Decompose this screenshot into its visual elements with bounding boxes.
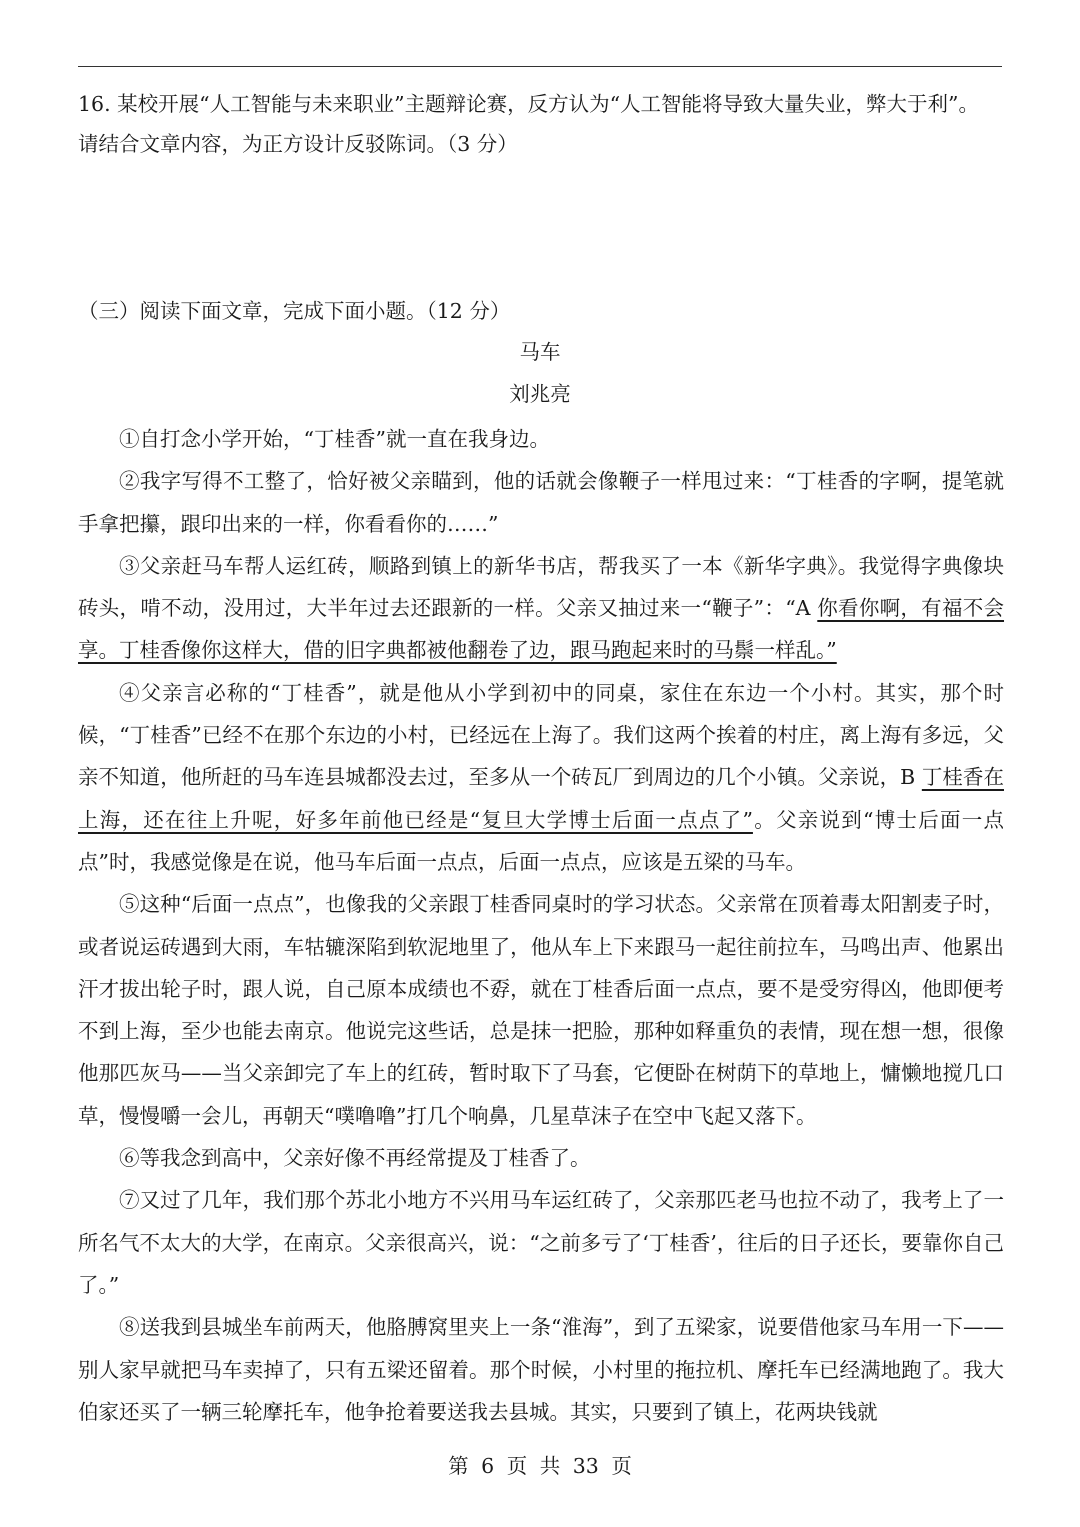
paragraph-1: ①自打念小学开始，“丁桂香”就一直在我身边。 bbox=[119, 427, 550, 451]
paragraph-4 bbox=[78, 672, 1004, 883]
paragraph-2: ②我字写得不工整了，恰好被父亲瞄到，他的话就会像鞭子一样甩过来：“丁桂香的字啊，提笔就手拿把攥，跟印出来的一样，你看看你的……” bbox=[78, 469, 1004, 536]
paragraph-3 bbox=[78, 545, 1004, 672]
paragraph-5: ⑤这种“后面一点点”，也像我的父亲跟丁桂香同桌时的学习状态。父亲常在顶着毒太阳割麦子时，或者说运砖遇到大雨，车牯辘深陷到软泥地里了，他从车上下来跟马一起往前拉车，马鸣出声、他累出汗才拔出轮子时，跟人说，自己原本成绩也不孬，就在丁桂香后面一点点，要不是受穷得凶，他即便考不到上海，至少也能去南京。他说完这些话，总是抹一把脸，那种如释重负的表情，现在想一想，很像他那匹灰马——当父亲卸完了车上的红砖，暂时取下了马套，它便卧在树荫下的草地上，慵懒地搅几口草，慢慢嚼一会儿，再朝天“噗噜噜”打几个响鼻，几星草沫子在空中飞起又落下。 bbox=[78, 892, 1004, 1128]
article-title: 马车 bbox=[519, 340, 561, 364]
header-rule bbox=[78, 66, 1002, 67]
paragraph-4-text-end: 。父亲说到“博士后面一点点”时，我感觉像是在说，他马车后面一点点，后面一点点，应该是五梁的马车。 bbox=[78, 807, 1005, 874]
paragraph-6: ⑥等我念到高中，父亲好像不再经常提及丁桂香了。 bbox=[119, 1146, 591, 1171]
paragraph-4-text: ④父亲言必称的“丁桂香”，就是他从小学到初中的同桌，家住在东边一个小村。其实，那个时候，“丁桂香”已经不在那个东边的小村，已经远在上海了。我们这两个挨着的村庄，离上海有多远，父亲不知道，他所赶的马车连县城都没去过，至多从一个砖瓦厂到周边的几个小镇。父亲说，B bbox=[78, 680, 1004, 790]
question-16 bbox=[78, 84, 1008, 164]
article-body bbox=[78, 418, 1004, 1433]
question-16-line-2: 请结合文章内容，为正方设计反驳陈词。（3 分） bbox=[78, 132, 518, 156]
underlined-sentence-a: 你看你啊，有福不会享。丁桂香像你这样大，借的旧字典都被他翻卷了边，跟马跑起来时的马鬃一样乱。” bbox=[78, 596, 1005, 663]
paragraph-3-text: ③父亲赶马车帮人运红砖，顺路到镇上的新华书店，帮我买了一本《新华字典》。我觉得字典像块砖头，啃不动，没用过，大半年过去还跟新的一样。父亲又抽过来一“鞭子”：“A bbox=[78, 553, 1004, 621]
underlined-sentence-b: 丁桂香在上海，还在往上升呢，好多年前他已经是“复旦大学博士后面一点点了” bbox=[78, 765, 1004, 832]
question-16-line-1: 16. 某校开展“人工智能与未来职业”主题辩论赛，反方认为“人工智能将导致大量失业，弊大于利”。 bbox=[78, 92, 980, 116]
page-footer: 第 6 页 共 33 页 bbox=[448, 1454, 632, 1478]
section-3-heading: （三）阅读下面文章，完成下面小题。（12 分） bbox=[78, 299, 511, 323]
paragraph-8: ⑧送我到县城坐车前两天，他胳膊窝里夹上一条“淮海”，到了五梁家，说要借他家马车用一下——别人家早就把马车卖掉了，只有五梁还留着。那个时候，小村里的拖拉机、摩托车已经满地跑了。我大伯家还买了一辆三轮摩托车，他争抢着要送我去县城。其实，只要到了镇上，花两块钱就 bbox=[78, 1315, 1004, 1424]
article-author: 刘兆亮 bbox=[509, 382, 571, 406]
paragraph-7: ⑦又过了几年，我们那个苏北小地方不兴用马车运红砖了，父亲那匹老马也拉不动了，我考上了一所名气不太大的大学，在南京。父亲很高兴，说：“之前多亏了‘丁桂香’，往后的日子还长，要靠你自己了。” bbox=[78, 1188, 1004, 1297]
